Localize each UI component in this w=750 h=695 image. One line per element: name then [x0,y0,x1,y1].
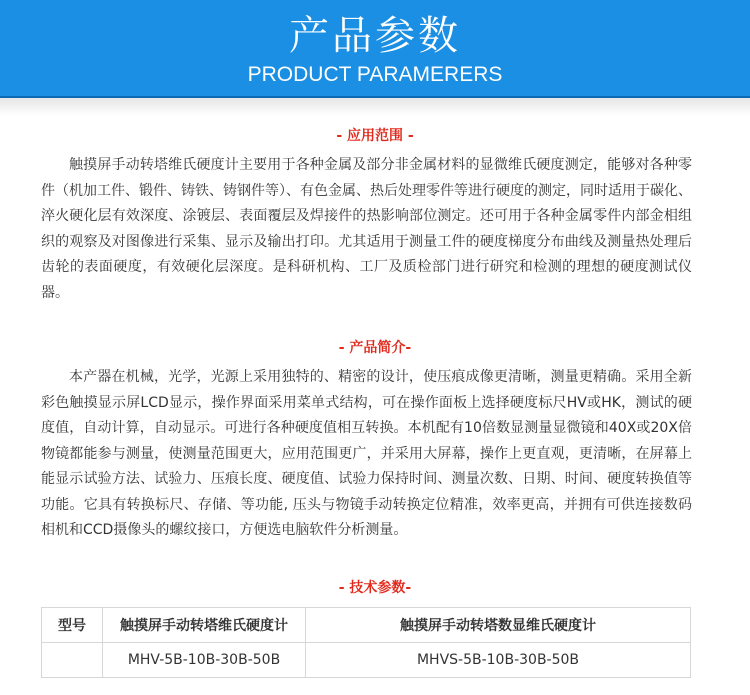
table-cell: MHV-5B-10B-30B-50B [103,642,306,677]
header-banner [0,0,750,98]
table-cell [42,642,103,677]
banner-subtitle: PRODUCT PARAMERERS [247,63,503,86]
header-manual-turret: 触摸屏手动转塔维氏硬度计 [103,607,306,642]
header-model: 型号 [42,607,103,642]
table-row [42,642,691,677]
specs-heading: - 技术参数- [338,579,412,596]
intro-paragraph: 本产器在机械，光学，光源上采用独特的、精密的设计，使压痕成像更清晰，测量更精确。采用全新彩色触摸显示屏LCD显示，操作界面采用菜单式结构，可在操作面板上选择硬度标尺HV或HK，测试的硬度值，自动计算，自动显示。可进行各种硬度值相互转换。本机配有10倍数显测量显微镜和40X或20X倍物镜都能参与测量，使测量范围更大，应用范围更广，并采用大屏幕，操作上更直观，更清晰，在屏幕上能显示试验方法、试验力、压痕长度、硬度值、试验力保持时间、测量次数、日期、时间、硬度转换值等功能。它具有转换标尺、存储、等功能, 压头与物镜手动转换定位精准，效率更高，并拥有可供连接数码相机和CCD摄像头的螺纹接口，方便选电脑软件分析测量。 [41,369,692,538]
application-heading: - 应用范围 - [336,128,414,144]
spec-table [41,607,691,678]
header-digital-turret: 触摸屏手动转塔数显维氏硬度计 [306,607,691,642]
table-cell: MHVS-5B-10B-30B-50B [306,642,691,677]
intro-heading: - 产品简介- [338,340,412,356]
banner-shadow [0,98,750,116]
banner-title: 产品参数 [289,13,461,59]
application-paragraph: 触摸屏手动转塔维氏硬度计主要用于各种金属及部分非金属材料的显微维氏硬度测定，能够对各种零件（机加工件、锻件、铸铁、铸钢件等）、有色金属、热后处理零件等进行硬度的测定，同时适用于碳化、淬火硬化层有效深度、涂镀层、表面覆层及焊接件的热影响部位测定。还可用于各种金属零件内部金相组织的观察及对图像进行采集、显示及输出打印。尤其适用于测量工件的硬度梯度分布曲线及测量热处理后齿轮的表面硬度，有效硬化层深度。是科研机构、工厂及质检部门进行研究和检测的理想的硬度测试仪器。 [41,157,692,301]
spec-table-header-row [42,607,691,642]
